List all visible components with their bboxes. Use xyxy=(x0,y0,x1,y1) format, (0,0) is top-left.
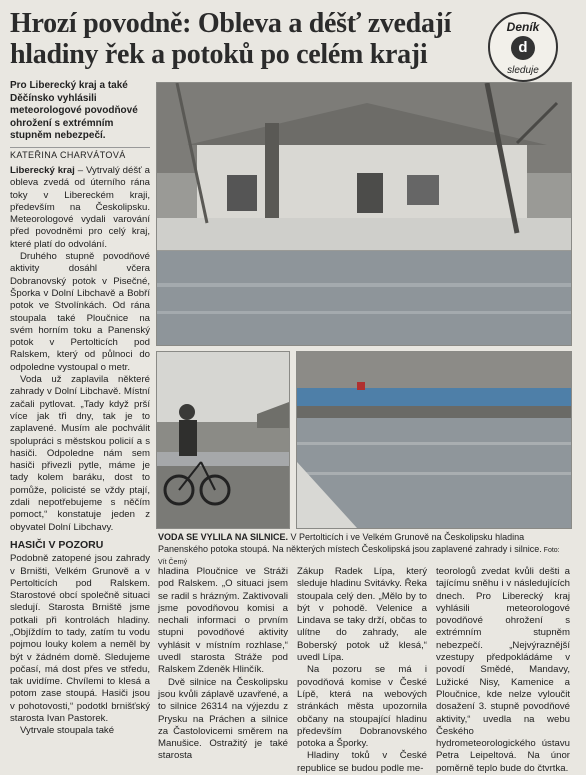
paragraph xyxy=(10,165,150,251)
paragraph: Dvě silnice na Českolipsku jsou kvůli záplavě uzavřené, a to silnice 26314 na výjezdu z Prysku na Práchen a silnice za Častolovicemi směrem na Manušice. Ostražitý je také starosta xyxy=(158,676,288,762)
paragraph: Podobně zatopené jsou zahrady v Brništi, Velkém Grunově a v Pertolticích pod Ralskem. Starostové obcí společně situaci sledují. Starosta Brniště jsme potkali při kontrolách hladiny. „Objíždím to tady, zatím tu vodu pojmou louky kolem a neměl by být v žádném domě. Sledujeme počasí, má dost přes ve středu, tak uvidíme. Chvílemi to klesá a potom zase stoupá. Hasiči jsou v pohotovosti,“ podotkl brnišťský starosta Ivan Pastorek. xyxy=(10,553,150,725)
photo-flooded-bridge xyxy=(296,351,572,529)
author-byline: KATEŘINA CHARVÁTOVÁ xyxy=(10,147,150,160)
caption-heading: VODA SE VYLILA NA SILNICE. xyxy=(158,532,289,542)
logo-letter: d xyxy=(511,36,535,60)
paragraph-text: – Vytrvalý déšť a obleva zvedá od úterního rána toky v Libereckém kraji, především na Českolipsku. Meteorologové vydali varování před povodněmi pro celý kraj, které platí do odvolání. xyxy=(10,165,150,250)
dateline: Liberecký kraj xyxy=(10,165,75,176)
photo-flooded-house xyxy=(156,82,572,346)
paragraph: Voda už zaplavila některé zahrady v Dolní Libchavě. Místní začali pytlovat. „Tady když prší více jak tři dny, tak je to zaplavené. Musím ale pochválit spolupráci s městskou policií a s hasiči. Odpoledne nám sem hasiči přivezli pytle, máme je tady kolem baráku, dost to pomůže, policisté se vždy ptají, zdali nepotřebujeme s něčím pomoct,“ konstatuje jeden z obyvatel Dolní Libchavy. xyxy=(10,374,150,533)
paragraph: hladina Ploučnice ve Stráži pod Ralskem. „O situaci jsem se radil s hrázným. Zaktivovali jsme povodňovou komisi a nechali informaci o prvním stupni povodňové aktivity vyhlásit v místním rozhlase,“ uvedl starosta Stráže pod Ralskem Zdeněk Hlinčík. xyxy=(158,566,288,676)
photo-cyclist xyxy=(156,351,290,529)
column-2 xyxy=(158,566,288,763)
article-lead: Pro Liberecký kraj a také Děčínsko vyhlásili meteorologové povodňové ohrožení s extrémním stupněm nebezpečí. xyxy=(10,80,138,142)
paragraph: Vytrvale stoupala také xyxy=(20,725,115,737)
column-3 xyxy=(297,566,427,775)
column-1 xyxy=(10,165,150,738)
column-4 xyxy=(436,566,570,775)
logo-text-top: Deník xyxy=(506,20,540,34)
logo-text-bottom: sleduje xyxy=(507,65,539,76)
headline: Hrozí povodně: Obleva a déšť zvedají hladiny řek a potoků po celém kraji xyxy=(10,8,452,70)
photo-caption xyxy=(158,532,570,569)
caption-text: V Pertolticích i ve Velkém Grunově na Českolipsku hladina Panenského potoka stoupá. Na některých místech Českolipská jsou zaplavené zahrady i silnice. xyxy=(158,532,542,554)
subheading: HASIČI V POZORU xyxy=(10,538,104,551)
photo-credit: Foto: Vít Černý xyxy=(158,546,560,566)
denik-sleduje-logo xyxy=(488,12,558,82)
paragraph: Druhého stupně povodňové aktivity dosáhl včera Dobranovský potok v Pisečné, Šporka v Dolní Libchavě a Bobří potok ve Stvolínkách. Od rána stoupala také Ploučnice na svém horním toku a Panenský potok v Pertolticích pod Ralskem, který od půlnoci do odpoledne vystoupal o metr. xyxy=(10,251,150,373)
paragraph: Zákup Radek Lípa, který sleduje hladinu Svitávky. Řeka stoupala celý den. „Mělo by to být v pohodě. Velenice a Lindava se taky drží, občas to ulítne do zahrady, ale Boberský potok už klesá,“ uvedl Lípa. xyxy=(297,566,427,664)
paragraph: teorologů zvedat kvůli dešti a tajícímu sněhu i v následujících dnech. Pro Liberecký kraj vyhlásili meteorologové povodňové ohrožení s extrémním stupněm nebezpečí. „Nejvýraznější vzestupy předpokládáme v povodí Smědé, Mandavy, Lužické Nisy, Kamenice a Ploučnice, kde nelze vyloučit dosažení 3. stupně povodňové aktivity,“ uvedla na webu Českého hydrometeorologického ústavu Petra Leipeltová. Na únor poměrně teplo bude do čtvrtka. xyxy=(436,566,570,774)
paragraph: Hladiny toků v České republice se budou podle me- xyxy=(297,750,427,774)
paragraph: Na pozoru se má i povodňová komise v České Lípě, která na webových stránkách města upozornila občany na stoupající hladinu především Dobranovského potoka a Šporky. xyxy=(297,664,427,750)
